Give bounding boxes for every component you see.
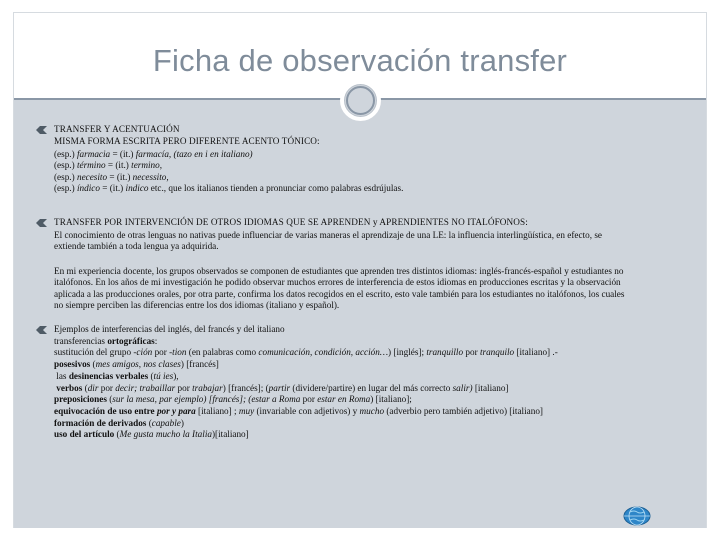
example-line: (esp.) farmacia = (it.) farmacía, (tazo en i en italiano) [54, 149, 253, 159]
example-line: (esp.) necesito = (it.) necessito, [54, 171, 169, 182]
ribbon-bullet-icon [36, 126, 47, 134]
paragraph-line: italófonos. En los años de mi investigación he podido observar muchos errores de interferencia de estos idiomas en producciones escritas y la observación [54, 277, 621, 288]
section2-paragraph2 [54, 266, 624, 312]
section1-examples [54, 149, 403, 195]
ribbon-bullet-icon [36, 326, 47, 334]
section1-heading: TRANSFER Y ACENTUACIÓN [54, 124, 180, 134]
section3-heading: Ejemplos de interferencias del inglés, del francés y del italiano [54, 324, 285, 334]
section2-paragraph1 [54, 230, 602, 253]
section2-heading: TRANSFER POR INTERVENCIÓN DE OTROS IDIOMAS QUE SE APRENDEN y APRENDIENTES NO ITALÓFONOS: [54, 217, 528, 227]
example-line: equivocación de uso entre por y para [italiano] ; muy (invariable con adjetivos) y mucho (adverbio pero también adjetivo) [italiano] [54, 405, 543, 416]
example-line: formación de derivados (capable) [54, 417, 184, 428]
example-line: posesivos (mes amigos, nos clases) [francés] [54, 359, 219, 370]
slide-title: Ficha de observación transfer [152, 43, 568, 78]
globe-logo-icon [622, 506, 652, 526]
example-line: verbos (dir por decir; trabaillar por trabajar) [francés]; (partir (dividere/partire) en lugar del más correcto salir) [italiano] [56, 382, 509, 393]
example-line: las desinencias verbales (tú ies), [56, 370, 179, 381]
section1-subheading: MISMA FORMA ESCRITA PERO DIFERENTE ACENTO TÓNICO: [54, 136, 320, 146]
ribbon-bullet-icon [36, 219, 47, 227]
example-line: (esp.) término = (it.) termino, [54, 160, 163, 171]
section3-examples [54, 324, 558, 441]
circle-ornament-icon [340, 80, 381, 121]
example-line: transferencias ortográficas: [54, 335, 158, 346]
paragraph-line: El conocimiento de otras lenguas no nativas puede influenciar de varias maneras el aprendizaje de una LE: la influencia interlingüística, en efecto, se [54, 230, 602, 240]
paragraph-line: En mi experiencia docente, los grupos observados se componen de estudiantes que aprenden tres distintos idiomas: inglés-francés-español y estudiantes no [54, 266, 624, 276]
example-line: uso del artículo (Me gusta mucho la Italia)[italiano] [54, 429, 249, 440]
paragraph-line: extiende también a toda lengua ya adquirida. [54, 241, 219, 252]
paragraph-line: aplicada a las producciones orales, por otra parte, confirma los datos recogidos en el escrito, esto vale también para los estudiantes no italófonos, los cuales [54, 288, 625, 299]
paragraph-line: no siempre perciben las diferencias entre los dos idiomas (italiano y español). [54, 300, 340, 311]
example-line: preposiciones (sur la mesa, par ejemplo) [francés]; (estar a Roma por estar en Roma) [italiano]; [54, 394, 412, 405]
example-line: (esp.) índico = (it.) indico etc., que los italianos tienden a pronunciar como palabras esdrújulas. [54, 183, 404, 194]
example-line: sustitución del grupo -ción por -tion (en palabras como comunicación, condición, acción…) [inglés]; tranquillo por tranquilo [italiano] .- [54, 347, 558, 358]
